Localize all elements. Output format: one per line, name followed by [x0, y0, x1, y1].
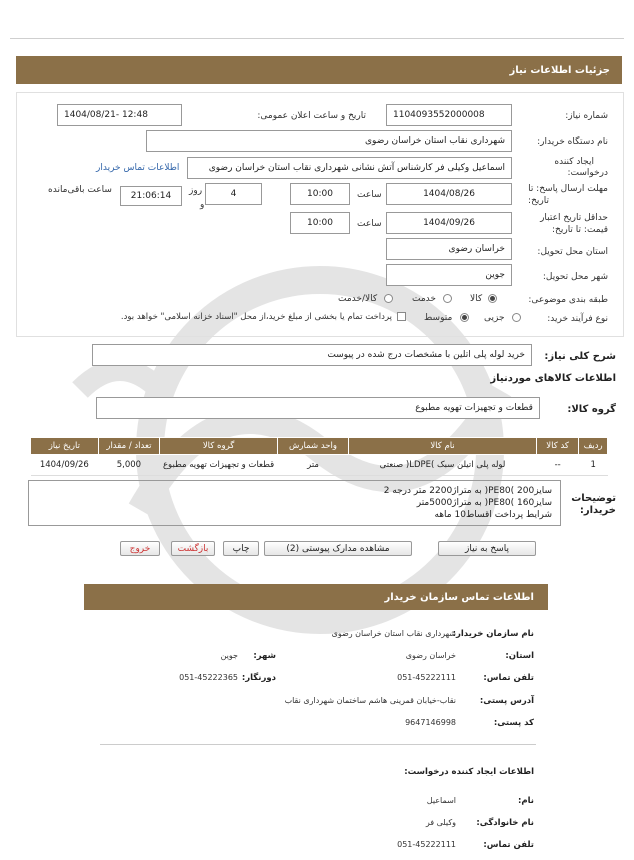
- col-qty: تعداد / مقدار: [98, 438, 160, 455]
- creator-name-value: اسماعیل: [426, 796, 456, 805]
- goods-section-title: اطلاعات کالاهای موردنیاز: [490, 373, 616, 384]
- buyer-notes-label-1: توضیحات: [571, 493, 616, 504]
- send-deadline-label-2: تاریخ:: [528, 196, 549, 206]
- validity-label-2: قیمت: تا تاریخ:: [552, 225, 608, 235]
- send-time-field: 10:00: [290, 183, 350, 205]
- col-date: تاریخ نیاز: [31, 438, 99, 455]
- description-field: خرید لوله پلی اتلین با مشخصات درج شده در پیوست: [92, 344, 532, 366]
- treasury-note: پرداخت تمام یا بخشی از مبلغ خرید،از محل "اسناد خزانه اسلامی" خواهد بود.: [120, 312, 392, 322]
- contact-city-label: شهر:: [253, 651, 276, 661]
- announce-date-field: 1404/08/21- 12:48: [57, 104, 182, 126]
- creator-family-value: وکیلی فر: [425, 818, 456, 827]
- buyer-name-field: شهرداری نقاب استان خراسان رضوی: [146, 130, 512, 152]
- address-value: نقاب-خیابان قمرینی هاشم ساختمان شهرداری نقاب: [284, 696, 456, 705]
- description-label: شرح کلی نیاز:: [544, 351, 616, 362]
- purchase-medium-label: متوسط: [424, 313, 453, 323]
- table-row: [31, 455, 608, 476]
- goods-group-label: گروه کالا:: [567, 404, 616, 415]
- contact-city-value: جوین: [220, 651, 238, 660]
- validity-date-field: 1404/09/26: [386, 212, 512, 234]
- org-value: شهرداری نقاب استان خراسان رضوی: [331, 629, 456, 638]
- creator-name-label: نام:: [517, 796, 534, 806]
- remaining-time-label: ساعت باقی‌مانده: [48, 185, 112, 195]
- buyer-name-label: نام دستگاه خریدار:: [537, 137, 608, 147]
- days-label: روز: [189, 186, 203, 196]
- cell-row: 1: [579, 455, 608, 476]
- category-service-radio[interactable]: [443, 294, 452, 303]
- creator-phone-value: 051-45222111: [397, 840, 456, 849]
- creator-phone-label: تلفن تماس:: [483, 840, 534, 850]
- validity-label-1: حداقل تاریخ اعتبار: [540, 213, 608, 223]
- org-label: نام سازمان خریدار:: [452, 629, 534, 639]
- need-number-field: 1104093552000008: [386, 104, 512, 126]
- category-goods-radio[interactable]: [488, 294, 497, 303]
- province-field: خراسان رضوی: [386, 238, 512, 260]
- category-label: طبقه بندی موضوعی:: [528, 295, 608, 305]
- remaining-time-field: 21:06:14: [120, 186, 182, 206]
- buyer-notes-box: [28, 480, 561, 526]
- validity-time-label: ساعت: [357, 219, 382, 229]
- col-row: ردیف: [579, 438, 608, 455]
- purchase-medium-radio[interactable]: [460, 313, 469, 322]
- postal-label: کد پستی:: [493, 718, 534, 728]
- contact-phone-label: تلفن تماس:: [483, 673, 534, 683]
- contact-province-value: خراسان رضوی: [405, 651, 456, 660]
- category-both-label: کالا/خدمت: [338, 294, 378, 304]
- need-number-label: شماره نیاز:: [565, 111, 608, 121]
- cell-code: --: [536, 455, 578, 476]
- col-code: کد کالا: [536, 438, 578, 455]
- address-label: آدرس پستی:: [479, 696, 534, 706]
- send-date-field: 1404/08/26: [386, 183, 512, 205]
- buyer-notes-label-2: خریدار:: [579, 505, 616, 516]
- top-divider: [10, 38, 624, 39]
- buyer-notes-line: شرایط پرداخت اقساط10 ماهه: [434, 510, 552, 520]
- send-time-label: ساعت: [357, 190, 382, 200]
- page-title: جزئیات اطلاعات نیاز: [509, 64, 610, 76]
- col-unit: واحد شمارش: [277, 438, 348, 455]
- contact-fax-value: 051-45222365: [179, 673, 238, 682]
- validity-time-field: 10:00: [290, 212, 350, 234]
- cell-date: 1404/09/26: [31, 455, 99, 476]
- days-suffix: و: [200, 200, 205, 210]
- cell-name: لوله پلی اتیلن سبک )LDPE( صنعتی: [349, 455, 537, 476]
- contact-fax-label: دورنگار:: [241, 673, 276, 683]
- creator-label-1: ایجاد کننده: [554, 157, 594, 167]
- back-button[interactable]: بازگشت: [171, 541, 215, 556]
- announce-date-label: تاریخ و ساعت اعلان عمومی:: [257, 111, 366, 121]
- exit-button[interactable]: خروج: [120, 541, 160, 556]
- attachments-button[interactable]: مشاهده مدارک پیوستی (2): [264, 541, 412, 556]
- contact-title: اطلاعات تماس سازمان خریدار: [384, 591, 534, 603]
- creator-info-title: اطلاعات ایجاد کننده درخواست:: [404, 767, 534, 777]
- buyer-contact-link[interactable]: اطلاعات تماس خریدار: [96, 163, 180, 173]
- goods-group-field: قطعات و تجهیزات تهویه مطبوع: [96, 397, 540, 419]
- buyer-notes-line: سایز160 )PE80( به متراژ5000متر: [416, 498, 552, 508]
- category-both-radio[interactable]: [384, 294, 393, 303]
- postal-value: 9647146998: [405, 718, 456, 727]
- category-goods-label: کالا: [470, 294, 483, 304]
- city-field: جوین: [386, 264, 512, 286]
- purchase-minor-radio[interactable]: [512, 313, 521, 322]
- col-group: گروه کالا: [160, 438, 278, 455]
- province-label: استان محل تحویل:: [537, 247, 608, 257]
- days-field: 4: [205, 183, 262, 205]
- purchase-minor-label: جزیی: [484, 313, 505, 323]
- send-deadline-label-1: مهلت ارسال پاسخ: تا: [528, 184, 608, 194]
- treasury-checkbox[interactable]: [397, 312, 406, 321]
- purchase-type-label: نوع فرآیند خرید:: [547, 314, 608, 324]
- goods-table: [30, 437, 608, 476]
- contact-phone-value: 051-45222111: [397, 673, 456, 682]
- contact-province-label: استان:: [505, 651, 534, 661]
- contact-header: [84, 584, 548, 610]
- category-service-label: خدمت: [412, 294, 436, 304]
- buyer-notes-line: سایز200 )PE80( به متراژ2200 متر درجه 2: [383, 486, 552, 496]
- creator-family-label: نام خانوادگی:: [476, 818, 534, 828]
- city-label: شهر محل تحویل:: [542, 272, 608, 282]
- creator-field: اسماعیل وکیلی فر کارشناس آتش نشانی شهرداری نقاب استان خراسان رضوی: [187, 157, 512, 179]
- page-header: [16, 56, 622, 84]
- cell-group: قطعات و تجهیزات تهویه مطبوع: [160, 455, 278, 476]
- reply-button[interactable]: پاسخ به نیاز: [438, 541, 536, 556]
- print-button[interactable]: چاپ: [223, 541, 259, 556]
- cell-qty: 5,000: [98, 455, 160, 476]
- creator-label-2: درخواست:: [567, 168, 608, 178]
- contact-divider: [100, 744, 536, 745]
- col-name: نام کالا: [349, 438, 537, 455]
- cell-unit: متر: [277, 455, 348, 476]
